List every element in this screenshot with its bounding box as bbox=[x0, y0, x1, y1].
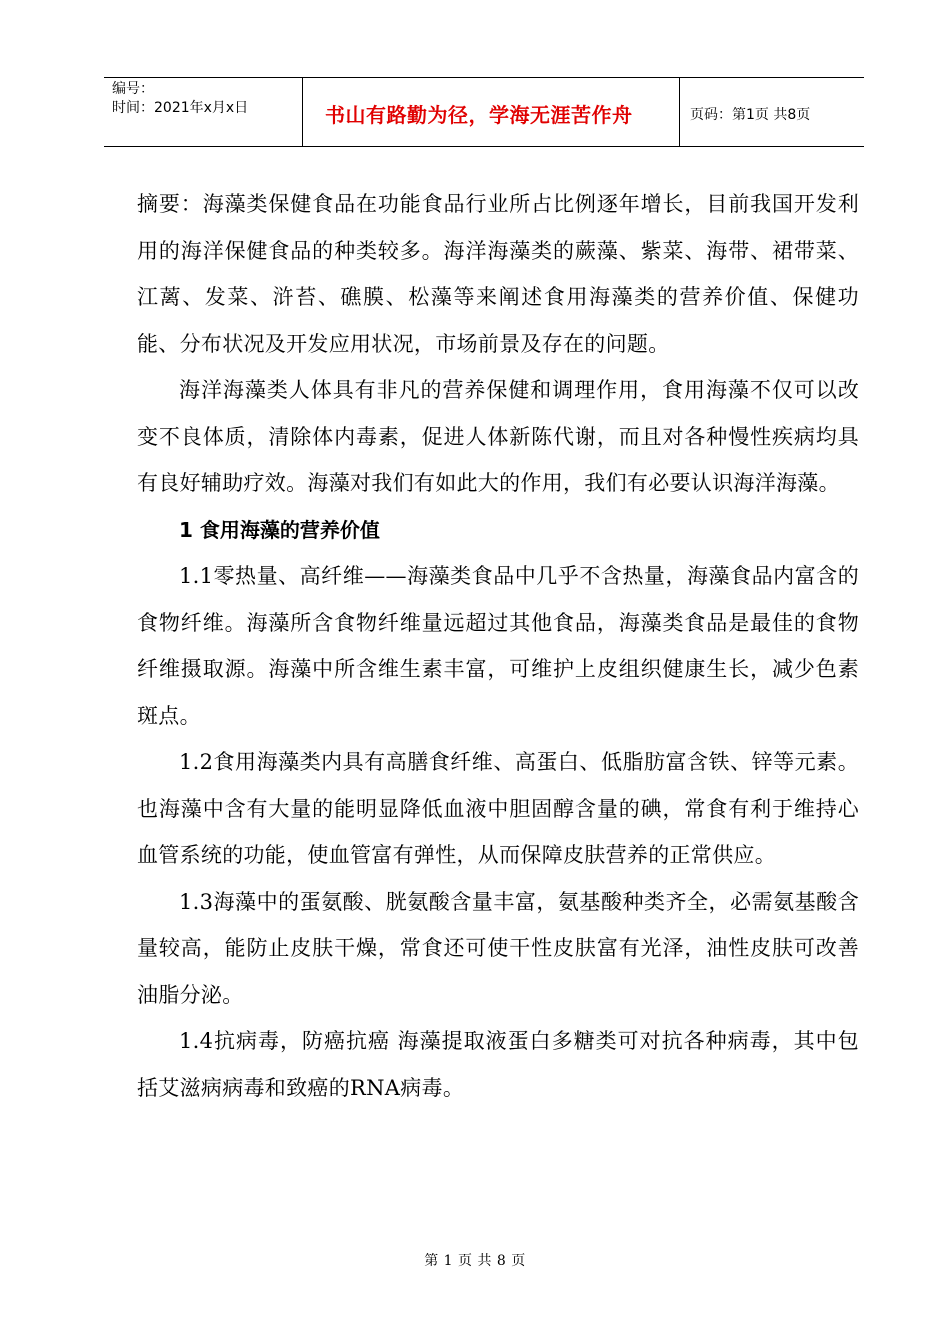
header-page-cell bbox=[680, 78, 864, 146]
document-date-label: 时间：2021年x月x日 bbox=[112, 100, 249, 116]
header-page-info: 页码：第1页 共8页 bbox=[690, 107, 811, 123]
paragraph-1-1: 1.1零热量、高纤维——海藻类食品中几乎不含热量，海藻食品内富含的食物纤维。海藻所含食物纤维量远超过其他食品，海藻类食品是最佳的食物纤维摄取源。海藻中所含维生素丰富，可维护上皮组织健康生长，减少色素斑点。 bbox=[137, 564, 859, 728]
document-header bbox=[104, 77, 864, 147]
paragraph-1-3: 1.3海藻中的蛋氨酸、胱氨酸含量丰富，氨基酸种类齐全，必需氨基酸含量较高，能防止皮肤干燥，常食还可使干性皮肤富有光泽，油性皮肤可改善油脂分泌。 bbox=[137, 889, 859, 1007]
intro-paragraph: 海洋海藻类人体具有非凡的营养保健和调理作用，食用海藻不仅可以改变不良体质，清除体内毒素，促进人体新陈代谢，而且对各种慢性疾病均具有良好辅助疗效。海藻对我们有如此大的作用，我们有必要认识海洋海藻。 bbox=[137, 378, 859, 495]
header-motto: 书山有路勤为径，学海无涯苦作舟 bbox=[325, 103, 633, 127]
page-footer: 第 1 页 共 8 页 bbox=[424, 1253, 526, 1269]
abstract-paragraph: 摘要：海藻类保健食品在功能食品行业所占比例逐年增长，目前我国开发利用的海洋保健食品的种类较多。海洋海藻类的蕨藻、紫菜、海带、裙带菜、江蓠、发菜、浒苔、礁膜、松藻等来阐述食用海藻类的营养价值、保健功能、分布状况及开发应用状况，市场前景及存在的问题。 bbox=[137, 192, 859, 356]
header-meta-cell bbox=[104, 78, 303, 146]
document-number-label: 编号： bbox=[112, 81, 154, 97]
paragraph-1-2: 1.2食用海藻类内具有高膳食纤维、高蛋白、低脂肪富含铁、锌等元素。也海藻中含有大量的能明显降低血液中胆固醇含量的碘，常食有利于维持心血管系统的功能，使血管富有弹性，从而保障皮肤营养的正常供应。 bbox=[137, 750, 859, 867]
paragraph-1-4: 1.4抗病毒，防癌抗癌 海藻提取液蛋白多糖类可对抗各种病毒，其中包括艾滋病病毒和致癌的RNA病毒。 bbox=[137, 1029, 859, 1100]
document-body bbox=[137, 181, 859, 1111]
header-motto-cell bbox=[303, 78, 680, 146]
section-heading: 1 食用海藻的营养价值 bbox=[179, 517, 380, 542]
